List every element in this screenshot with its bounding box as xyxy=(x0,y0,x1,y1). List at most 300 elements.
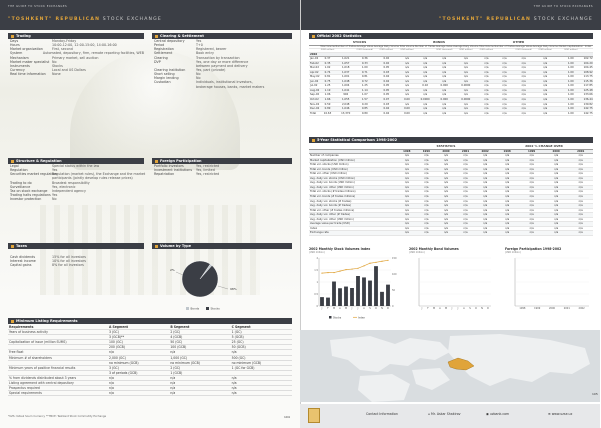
table-cell: n/a xyxy=(568,204,593,209)
table-cell: (USD million) xyxy=(558,49,583,52)
clearing-section xyxy=(152,33,292,89)
table-cell: 1.00 xyxy=(558,61,583,66)
structure-section xyxy=(8,158,144,201)
table-cell: n/a xyxy=(568,154,593,159)
heading-bullet-icon xyxy=(312,35,315,38)
table-cell: n/a xyxy=(475,158,495,163)
index-point xyxy=(321,273,322,274)
contact-web-2[interactable]: ⊕ www.uzse.uz xyxy=(548,412,573,416)
table-cell: n/a xyxy=(544,163,569,168)
table-cell: n/a xyxy=(456,226,476,231)
table-cell: n/a xyxy=(397,208,417,213)
x-tick-label: D xyxy=(487,307,489,311)
table-cell: n/a xyxy=(417,222,437,227)
table-cell: n/a xyxy=(475,222,495,227)
table-cell: n/a xyxy=(519,213,544,218)
info-key: Short selling xyxy=(154,72,175,77)
bar xyxy=(380,292,384,306)
bar xyxy=(386,285,390,306)
table-cell: 0.04 xyxy=(373,111,399,116)
table-cell: 2,000 (GC) xyxy=(108,355,169,360)
table-cell: 1.57 xyxy=(356,98,373,103)
table-cell: n/a xyxy=(399,102,414,107)
table-cell: 0.0000 xyxy=(453,98,479,103)
table-cell: n/a xyxy=(169,391,230,396)
table-cell: Minimum # of shareholders xyxy=(8,355,108,360)
info-value: Registered, bearer xyxy=(196,47,227,52)
x-tick-label: 1999 xyxy=(534,307,541,311)
table-cell: n/a xyxy=(453,57,479,62)
index-point xyxy=(327,272,328,273)
table-cell: n/a xyxy=(532,84,558,89)
x-tick-label: J xyxy=(457,307,459,311)
table-cell: n/a xyxy=(495,199,520,204)
table-cell: 1998 xyxy=(397,149,417,154)
section-heading: Structure & Regulation xyxy=(8,158,144,164)
info-key: Clearing institution xyxy=(154,67,186,72)
table-cell: n/a xyxy=(568,217,593,222)
table-cell: 1.00 xyxy=(558,88,583,93)
info-value: Individuals, institutional investors, xyxy=(196,80,253,85)
table-cell: 0.74 xyxy=(320,70,335,75)
table-cell: n/a xyxy=(436,167,456,172)
x-tick-label: J xyxy=(421,307,423,311)
table-cell: n/a xyxy=(417,208,437,213)
table-cell: n/a xyxy=(397,204,417,209)
info-value: Yes, one day or more difference xyxy=(196,59,249,64)
table-cell: 50 (GC) xyxy=(169,340,230,345)
table-cell: n/a xyxy=(453,93,479,98)
table-cell: n/a xyxy=(417,226,437,231)
info-value: No xyxy=(196,76,201,81)
legend-swatch-stocks xyxy=(206,307,209,310)
foreign-participation-svg xyxy=(505,254,593,324)
table-cell: Jul-02 xyxy=(309,84,320,89)
table-cell: n/a xyxy=(397,231,417,236)
x-tick-label: D xyxy=(387,307,389,311)
table-cell: Average Value xyxy=(515,44,532,48)
table-cell: n/a xyxy=(475,199,495,204)
table-cell: no minimum (GCB) xyxy=(231,360,292,365)
info-key: Central depository xyxy=(154,39,185,43)
table-cell: Feb-02 xyxy=(310,61,319,65)
table-cell: n/a xyxy=(417,181,437,186)
page-header-strip xyxy=(301,0,601,30)
table-cell: 1.00 xyxy=(558,57,583,62)
info-value: Monday-Friday xyxy=(52,39,77,43)
table-cell: Number of Trades xyxy=(335,44,356,48)
volume-pie-chart xyxy=(152,249,292,317)
five-year-table xyxy=(309,145,593,236)
table-cell: n/a xyxy=(456,176,476,181)
table-cell: n/a xyxy=(532,61,558,66)
table-cell: n/a xyxy=(397,158,417,163)
table-cell: n/a xyxy=(453,107,479,112)
info-value: Book entry xyxy=(196,51,214,56)
x-tick-label: F xyxy=(327,307,329,311)
info-value: Yes xyxy=(52,168,58,173)
legend-label-bonds: Bonds xyxy=(190,306,200,311)
section-heading: Taxes xyxy=(8,243,144,249)
table-cell: Average Daily Volume xyxy=(373,44,399,48)
info-key: Interest income xyxy=(10,259,36,264)
table-cell: n/a xyxy=(532,98,558,103)
table-cell: n/a xyxy=(417,154,437,159)
table-cell: Sep-02 xyxy=(310,93,320,97)
stock-volume-svg xyxy=(309,254,401,324)
table-cell: n/a xyxy=(397,195,417,200)
index-point xyxy=(357,268,358,269)
table-cell: 2000 xyxy=(436,149,456,154)
info-key: Market maker specialist xyxy=(10,59,50,64)
table-cell: n/a xyxy=(456,158,476,163)
x-tick-label: A xyxy=(463,307,465,311)
table-cell: n/a xyxy=(568,213,593,218)
trading-rows xyxy=(8,39,144,76)
info-key: DVP xyxy=(154,59,161,64)
table-cell: n/a xyxy=(475,217,495,222)
table-cell: 1.00 xyxy=(558,93,583,98)
table-cell: n/a xyxy=(479,61,494,66)
table-cell: n/a xyxy=(415,75,436,80)
table-cell: n/a xyxy=(515,98,532,103)
y-tick-label: 0.5 xyxy=(314,293,318,296)
table-cell: n/a xyxy=(544,172,569,177)
table-cell: n/a xyxy=(436,213,456,218)
table-cell: n/a xyxy=(415,111,436,116)
info-value: T+0 xyxy=(196,43,203,48)
info-value: Yes, restricted xyxy=(196,172,220,177)
table-cell: 1.00 xyxy=(558,79,583,84)
table-cell: n/a xyxy=(475,163,495,168)
table-cell: n/a xyxy=(495,208,520,213)
table-cell: n/a xyxy=(436,208,456,213)
table-cell: n/a xyxy=(519,158,544,163)
bar xyxy=(350,288,354,306)
table-cell: Apr-02 xyxy=(310,70,319,74)
info-key: Capital gains xyxy=(10,263,32,268)
y-tick-label: 2 xyxy=(316,257,318,260)
table-cell: n/a xyxy=(544,199,569,204)
table-cell: n/a xyxy=(568,199,593,204)
table-cell: n/a xyxy=(415,61,436,66)
table-cell: 0.000 xyxy=(436,84,453,89)
table-cell: Special requirements xyxy=(8,391,108,396)
table-cell: Aug-02 xyxy=(310,88,320,92)
info-value: No xyxy=(52,197,57,202)
table-cell: n/a xyxy=(436,158,456,163)
table-cell: n/a xyxy=(453,111,479,116)
index-line xyxy=(322,260,388,273)
table-cell: Minimum years of positive financial results xyxy=(8,365,108,370)
table-cell: n/a xyxy=(544,226,569,231)
table-cell: Jun-02 xyxy=(310,79,319,83)
table-cell: Total xyxy=(309,111,320,116)
table-cell: n/a xyxy=(436,176,456,181)
table-cell: n/a xyxy=(436,163,456,168)
table-cell: n/a xyxy=(436,70,453,75)
table-cell: n/a xyxy=(456,163,476,168)
table-cell: n/a xyxy=(417,158,437,163)
info-key xyxy=(152,85,196,89)
table-cell: n/a xyxy=(417,190,437,195)
table-cell: 1.00 xyxy=(558,102,583,107)
index-point xyxy=(375,262,376,263)
heading-bullet-icon xyxy=(312,139,315,142)
page-title-gold: "TOSHKENT" REPUBLICAN xyxy=(8,17,101,22)
table-cell: n/a xyxy=(453,66,479,71)
info-value: participants (jointly develop rules release prices) xyxy=(52,176,133,181)
heading-bullet-icon xyxy=(11,35,14,38)
table-cell: n/a xyxy=(399,57,414,62)
table-cell: Market Capitalization xyxy=(558,44,583,48)
table-cell: 1.06 xyxy=(320,93,335,98)
guide-label: THE GUIDE TO STOCK EXCHANGES xyxy=(533,5,593,8)
info-key: Tax on stock exchange xyxy=(10,188,48,193)
table-cell: 1,048 xyxy=(335,79,356,84)
table-cell: 25 (GC) xyxy=(231,340,292,345)
table-cell: n/a xyxy=(494,57,515,62)
table-cell: (USD million) xyxy=(453,49,479,52)
table-cell: Total vol. bonds (USD million) xyxy=(309,167,397,172)
info-value: Yes xyxy=(52,192,58,197)
table-cell: 0.81 xyxy=(320,75,335,80)
table-cell: 500 (GC) xyxy=(231,355,292,360)
clearing-rows xyxy=(152,39,292,89)
table-cell: n/a xyxy=(568,190,593,195)
index-point xyxy=(345,269,346,270)
info-key: Settlement xyxy=(154,51,173,56)
table-cell: 1999 xyxy=(417,149,437,154)
table-cell: 1 (GCB) xyxy=(169,370,230,375)
table-cell: n/a xyxy=(495,190,520,195)
table-cell: n/a xyxy=(475,204,495,209)
table-cell: 0.71 xyxy=(356,70,373,75)
info-value: 8% for all investors xyxy=(52,263,84,268)
table-cell: n/a xyxy=(475,208,495,213)
table-cell: n/a xyxy=(515,57,532,62)
table-cell: 1,055 xyxy=(335,98,356,103)
info-value: Yes, restricted xyxy=(196,164,220,168)
table-cell: n/a xyxy=(456,231,476,236)
table-cell: n/a xyxy=(495,172,520,177)
table-cell: n/a xyxy=(475,195,495,200)
pie-leader-bonds xyxy=(176,272,183,275)
table-cell: (USD million) xyxy=(320,49,335,52)
table-cell: n/a xyxy=(456,154,476,159)
table-cell: n/a xyxy=(519,195,544,200)
table-cell: n/a xyxy=(475,181,495,186)
table-cell: n/a xyxy=(436,154,456,159)
table-cell: 1.00 xyxy=(558,98,583,103)
table-cell: 1.66 xyxy=(320,98,335,103)
table-cell: 0.29 xyxy=(356,102,373,107)
table-cell: n/a xyxy=(515,93,532,98)
table-cell: 136.44 xyxy=(583,98,593,102)
table-cell: 1.00 xyxy=(558,84,583,89)
table-cell: n/a xyxy=(519,190,544,195)
x-tick-label: M xyxy=(332,307,336,311)
section-heading: Minimum Listing Requirements xyxy=(8,318,292,324)
table-cell: Number of Trades xyxy=(414,44,436,48)
table-cell: 0.05 xyxy=(373,88,399,93)
y2-tick-label: 100 xyxy=(392,273,397,276)
index-point xyxy=(339,271,340,272)
table-cell: n/a xyxy=(399,79,414,84)
table-cell: n/a xyxy=(436,231,456,236)
table-cell: n/a xyxy=(475,213,495,218)
table-cell: n/a xyxy=(568,208,593,213)
legend-label-index: Index xyxy=(358,316,365,320)
info-key: Registration xyxy=(154,47,174,52)
table-cell: n/a xyxy=(453,75,479,80)
info-value: brokerage houses, banks, market makers xyxy=(196,84,265,89)
info-key: Real time information xyxy=(10,72,46,77)
x-tick-label: S xyxy=(369,307,371,311)
table-cell: n/a xyxy=(515,66,532,71)
table-cell: 0.05 xyxy=(373,93,399,98)
table-cell: n/a xyxy=(399,66,414,71)
table-cell: n/a xyxy=(495,181,520,186)
x-tick-label: M xyxy=(432,307,436,311)
table-cell: n/a xyxy=(568,185,593,190)
info-key: Market organization xyxy=(10,47,43,52)
table-cell: n/a xyxy=(456,222,476,227)
heading-bullet-icon xyxy=(11,245,14,248)
table-cell: n/a xyxy=(515,79,532,84)
table-cell: n/a xyxy=(515,111,532,116)
section-heading: Clearing & Settlement xyxy=(152,33,292,39)
table-cell: n/a xyxy=(436,204,456,209)
table-cell: n/a xyxy=(494,79,515,84)
x-tick-label: N xyxy=(381,307,383,311)
table-cell: Total vol. other (# trades millions) xyxy=(309,208,397,213)
table-cell: Average Daily Volume xyxy=(532,44,558,48)
x-tick-label: O xyxy=(475,307,477,311)
table-cell: n/a xyxy=(515,88,532,93)
table-cell: 102.72 xyxy=(583,57,593,61)
table-cell: Average Value xyxy=(356,44,374,48)
table-cell: n/a xyxy=(475,231,495,236)
table-cell: n/a xyxy=(479,98,494,103)
table-cell: 2 (GC) xyxy=(169,365,230,370)
table-cell: A Segment xyxy=(108,325,169,330)
table-cell: n/a xyxy=(417,204,437,209)
table-cell: n/a xyxy=(399,93,414,98)
table-cell: 1,041 xyxy=(335,88,356,93)
info-value: 10% for all investors xyxy=(52,259,86,264)
guide-label: THE GUIDE TO STOCK EXCHANGES xyxy=(8,5,68,8)
table-row xyxy=(309,111,593,116)
info-key: Trading halts regulations xyxy=(10,192,51,197)
table-cell: n/a xyxy=(436,66,453,71)
table-cell: n/a xyxy=(568,167,593,172)
table-cell: Nov-02 xyxy=(310,102,320,106)
table-cell: n/a xyxy=(515,84,532,89)
table-cell: 0.000 xyxy=(436,98,453,103)
table-cell: n/a xyxy=(453,61,479,66)
table-cell: 0.0000 xyxy=(415,98,436,103)
legend-swatch-bonds xyxy=(186,307,189,310)
table-cell: C Segment xyxy=(231,325,292,330)
table-cell: Avg. daily vol. other (USD million) xyxy=(309,217,397,222)
monthly-statistics-heading xyxy=(309,33,593,39)
table-cell: n/a xyxy=(568,231,593,236)
table-cell: 1.25 xyxy=(356,84,373,89)
table-cell: n/a xyxy=(494,70,515,75)
table-cell: 1.14 xyxy=(356,88,373,93)
table-cell: n/a xyxy=(397,226,417,231)
table-cell: 1,001 xyxy=(335,75,356,80)
table-cell: n/a xyxy=(399,75,414,80)
table-cell: 133.66 xyxy=(583,93,593,97)
table-cell: n/a xyxy=(417,176,437,181)
table-cell: n/a xyxy=(544,185,569,190)
table-cell: 0.04 xyxy=(373,107,399,112)
table-cell: n/a xyxy=(494,84,515,89)
table-cell: 104.20 xyxy=(583,61,593,65)
info-value: Primary market, sell auction xyxy=(52,55,99,60)
table-cell: 0.75 xyxy=(320,79,335,84)
table-cell: n/a xyxy=(456,190,476,195)
table-cell: Average value per trade (USD) xyxy=(309,222,397,227)
page-title-grey: STOCK EXCHANGE xyxy=(100,17,163,22)
table-cell: Average Value xyxy=(435,44,453,48)
table-cell: n/a xyxy=(456,185,476,190)
landmass-europe xyxy=(330,336,450,372)
x-tick-label: J xyxy=(351,307,353,311)
table-cell: n/a xyxy=(436,61,453,66)
table-cell: n/a xyxy=(415,79,436,84)
chart-title: 2002 Monthly Bond Volumes xyxy=(409,247,459,251)
table-cell: 3 (GCB)** xyxy=(108,335,169,340)
table-cell: n/a xyxy=(436,79,453,84)
table-cell: n/a xyxy=(494,93,515,98)
table-cell: (USD million) xyxy=(479,49,494,52)
info-key: Margin lending xyxy=(154,76,179,81)
info-key: Regulation xyxy=(10,168,28,173)
pie-label-stocks: 98% xyxy=(230,287,237,291)
table-cell: n/a xyxy=(494,98,515,103)
table-cell: Avg. daily vol. other (# trades) xyxy=(309,213,397,218)
table-cell: n/a xyxy=(436,172,456,177)
table-cell: n/a xyxy=(544,158,569,163)
table-cell: 1,037 xyxy=(335,70,356,75)
table-cell: n/a xyxy=(417,172,437,177)
table-cell: 1 (GC) xyxy=(231,330,292,335)
table-cell: n/a xyxy=(417,213,437,218)
table-cell: n/a xyxy=(532,107,558,112)
table-cell: 0.80 xyxy=(356,111,373,116)
table-cell: Free float xyxy=(8,350,108,355)
table-cell: n/a xyxy=(417,217,437,222)
y2-tick-label: 150 xyxy=(392,257,397,260)
table-cell: 108.92 xyxy=(583,70,593,74)
contact-web-1[interactable]: ◉ uzbank.com xyxy=(486,412,510,416)
table-cell: n/a xyxy=(495,154,520,159)
table-cell: n/a xyxy=(479,70,494,75)
taxes-section xyxy=(8,243,144,267)
table-cell: n/a xyxy=(495,204,520,209)
table-cell: n/a xyxy=(544,181,569,186)
table-cell: n/a xyxy=(494,88,515,93)
x-tick-label: A xyxy=(339,307,341,311)
table-cell: n/a xyxy=(494,61,515,66)
table-cell: B Segment xyxy=(169,325,230,330)
table-cell: 0.04 xyxy=(373,75,399,80)
table-cell: n/a xyxy=(108,386,169,391)
table-cell: May-02 xyxy=(310,75,320,79)
